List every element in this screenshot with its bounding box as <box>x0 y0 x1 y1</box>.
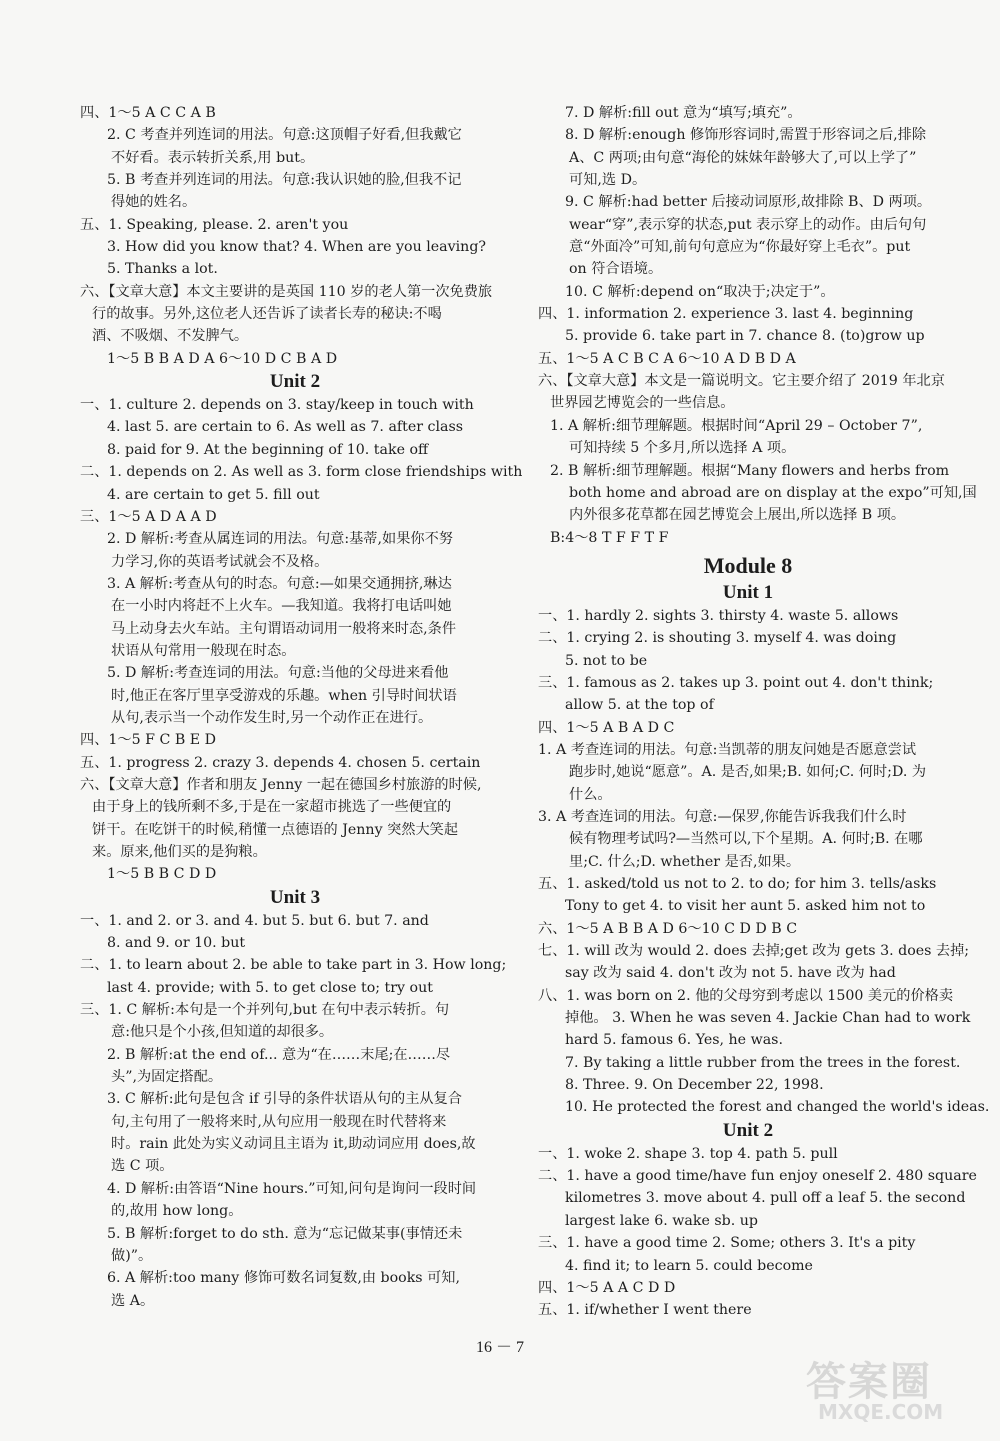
answer-line: 三、1. C 解析:本句是一个并列句,but 在句中表示转折。句 <box>80 1002 450 1019</box>
answer-line: 3. C 解析:此句是包含 if 引导的条件状语从句的主从复合 <box>107 1091 462 1108</box>
answer-line: 9. C 解析:had better 后接动词原形,故排除 B、D 两项。 <box>565 194 932 211</box>
answer-line: 什么。 <box>569 786 612 803</box>
answer-line: 2. B 解析:细节理解题。根据“Many flowers and herbs from <box>550 462 950 479</box>
answer-line: 七、1. will 改为 would 2. does 去掉;get 改为 gets 3. does 去掉; <box>538 943 970 960</box>
answer-line: 五、1～5 A C B C A 6～10 A D B D A <box>538 350 796 367</box>
answer-line: 做)”。 <box>111 1247 153 1264</box>
answer-line: 力学习,你的英语考试就会不及格。 <box>111 553 329 570</box>
answer-line: Tony to get 4. to visit her aunt 5. asked him not to <box>565 898 926 915</box>
answer-line: 由于身上的钱所剩不多,于是在一家超市挑选了一些便宜的 <box>92 799 452 816</box>
answer-line: 四、1. information 2. experience 3. last 4. beginning <box>538 306 914 323</box>
answer-line: last 4. provide; with 5. to get close to; try out <box>107 979 433 996</box>
answer-line: 2. C 考查并列连词的用法。句意:这顶帽子好看,但我戴它 <box>107 127 462 144</box>
answer-line: 4. D 解析:由答语“Nine hours.”可知,问句是询问一段时间 <box>107 1180 477 1197</box>
answer-line: 状语从句常用一般现在时态。 <box>111 642 296 659</box>
answer-line: 1～5 B B C D D <box>107 866 217 883</box>
answer-line: 一、1. hardly 2. sights 3. thirsty 4. waste 5. allows <box>538 607 899 624</box>
answer-line: 六、【文章大意】本文主要讲的是英国 110 岁的老人第一次免费旅 <box>80 283 493 300</box>
answer-line: 一、1. and 2. or 3. and 4. but 5. but 6. but 7. and <box>80 912 429 929</box>
answer-line: kilometres 3. move about 4. pull off a leaf 5. the second <box>565 1190 966 1207</box>
answer-line: 不好看。表示转折关系,用 but。 <box>111 149 315 166</box>
answer-line: 选 C 项。 <box>111 1158 174 1175</box>
answer-line: 10. He protected the forest and changed the world's ideas. <box>565 1099 990 1116</box>
answer-line: 八、1. was born on 2. 他的父母穷到考虑以 1500 美元的价格卖 <box>538 987 954 1004</box>
answer-line: 三、1～5 A D A A D <box>80 508 217 525</box>
answer-line: 5. B 解析:forget to do sth. 意为“忘记做某事(事情还未 <box>107 1225 463 1242</box>
answer-line: 句,主句用了一般将来时,从句应用一般现在时代替将来 <box>111 1113 447 1130</box>
answer-line: 头”,为固定搭配。 <box>111 1069 223 1086</box>
answer-line: 六、【文章大意】作者和朋友 Jenny 一起在德国乡村旅游的时候, <box>80 776 482 793</box>
answer-line: 5. not to be <box>565 652 648 669</box>
answer-line: 行的故事。另外,这位老人还告诉了读者长寿的秘诀:不喝 <box>92 306 442 323</box>
answer-line: 来。原来,他们买的是狗粮。 <box>92 844 267 860</box>
answer-line: 时。rain 此处为实义动词且主语为 it,助动词应用 does,故 <box>111 1136 476 1153</box>
answer-line: 4. are certain to get 5. fill out <box>107 486 320 503</box>
answer-line: A、C 两项;由句意“海伦的妹妹年龄够大了,可以上学了” <box>569 149 917 166</box>
answer-line: B:4～8 T F F T F <box>550 529 669 546</box>
answer-line: 可知,选 D。 <box>569 172 647 189</box>
answer-line: 可知持续 5 个多月,所以选择 A 项。 <box>569 440 796 457</box>
answer-line: 酒、不吸烟、不发脾气。 <box>92 328 249 345</box>
answer-line: 从句,表示当一个动作发生时,另一个动作正在进行。 <box>111 709 433 726</box>
answer-line: 内外很多花草都在园艺博览会上展出,所以选择 B 项。 <box>569 507 906 524</box>
answer-line: 三、1. famous as 2. takes up 3. point out 4. don't think; <box>538 674 934 691</box>
answer-line: largest lake 6. wake sb. up <box>565 1212 758 1229</box>
answer-line: 8. paid for 9. At the beginning of 10. take off <box>107 441 429 458</box>
answer-line: 的,故用 how long。 <box>111 1203 243 1220</box>
answer-line: 1～5 B B A D A 6～10 D C B A D <box>107 350 338 367</box>
answer-line: 得她的姓名。 <box>111 194 197 211</box>
answer-line: 8. D 解析:enough 修饰形容词时,需置于形容词之后,排除 <box>565 127 927 144</box>
answer-line: 四、1～5 A C C A B <box>80 105 216 121</box>
answer-line: 五、1. if/whether I went there <box>538 1302 752 1319</box>
answer-line: 二、1. crying 2. is shouting 3. myself 4. was doing <box>538 630 897 647</box>
answer-line: 四、1～5 F C B E D <box>80 732 217 749</box>
answer-line: 1. A 考查连词的用法。句意:当凯蒂的朋友问她是否愿意尝试 <box>538 741 917 758</box>
answer-line: 二、1. have a good time/have fun enjoy oneself 2. 480 square <box>538 1168 977 1185</box>
answer-line: say 改为 said 4. don't 改为 not 5. have 改为 had <box>565 965 896 982</box>
answer-line: 二、1. depends on 2. As well as 3. form close friendships with <box>80 464 523 481</box>
right-column <box>538 102 990 1322</box>
page-number: 16 － 7 <box>475 1339 524 1356</box>
answer-line: 五、1. Speaking, please. 2. aren't you <box>80 216 349 233</box>
answer-line: 4. find it; to learn 5. could become <box>565 1257 813 1274</box>
answer-line: 六、1～5 A B B A D 6～10 C D D B C <box>538 920 798 937</box>
answer-line: 一、1. woke 2. shape 3. top 4. path 5. pull <box>538 1145 838 1162</box>
answer-line: 马上动身去火车站。主句谓语动词用一般将来时态,条件 <box>111 620 457 637</box>
module-heading: Module 8 <box>703 552 793 578</box>
answer-line: 五、1. asked/told us not to 2. to do; for him 3. tells/asks <box>538 876 937 892</box>
answer-line: 意“外面冷”可知,前句句意应为“你最好穿上毛衣”。put <box>569 239 911 256</box>
answer-line: 里;C. 什么;D. whether 是否,如果。 <box>569 853 801 870</box>
answer-line: 六、【文章大意】本文是一篇说明文。它主要介绍了 2019 年北京 <box>538 373 945 390</box>
answer-line: 世界园艺博览会的一些信息。 <box>550 395 735 412</box>
answer-line: 7. By taking a little rubber from the trees in the forest. <box>565 1054 961 1071</box>
answer-line: 5. D 解析:考查连词的用法。句意:当他的父母进来看他 <box>107 665 449 682</box>
left-column <box>80 102 523 1312</box>
answer-line: 选 A。 <box>111 1292 155 1309</box>
answer-line: 8. and 9. or 10. but <box>107 935 246 952</box>
answer-line: 候有物理考试吗?—当然可以,下个星期。A. 何时;B. 在哪 <box>569 831 923 848</box>
unit-heading: Unit 2 <box>722 1119 774 1141</box>
answer-line: 2. B 解析:at the end of... 意为“在……末尾;在……尽 <box>107 1046 451 1063</box>
answer-line: on 符合语境。 <box>569 261 663 278</box>
watermark-logo <box>796 1350 966 1430</box>
answer-line: 5. B 考查并列连词的用法。句意:我认识她的脸,但我不记 <box>107 172 462 189</box>
unit-heading: Unit 1 <box>722 581 774 603</box>
answer-line: 四、1～5 A A C D D <box>538 1279 676 1296</box>
answer-line: 5. provide 6. take part in 7. chance 8. (to)grow up <box>565 328 925 345</box>
answer-line: 5. Thanks a lot. <box>107 261 218 278</box>
answer-line: allow 5. at the top of <box>565 697 714 714</box>
answer-line: 四、1～5 A B A D C <box>538 719 675 736</box>
answer-line: 3. A 解析:考查从句的时态。句意:—如果交通拥挤,琳达 <box>107 575 452 592</box>
answer-line: wear“穿”,表示穿的状态,put 表示穿上的动作。由后句句 <box>569 216 927 233</box>
answer-line: 时,他正在客厅里享受游戏的乐趣。when 引导时间状语 <box>111 687 457 704</box>
answer-line: 8. Three. 9. On December 22, 1998. <box>565 1077 824 1094</box>
answer-line: 掉他。 3. When he was seven 4. Jackie Chan had to work <box>565 1010 971 1027</box>
answer-line: 三、1. have a good time 2. Some; others 3. It's a pity <box>538 1235 916 1252</box>
answer-line: 2. D 解析:考查从属连词的用法。句意:基蒂,如果你不努 <box>107 531 453 548</box>
unit-heading: Unit 2 <box>269 371 321 393</box>
unit-heading: Unit 3 <box>269 886 321 908</box>
answer-line: 1. A 解析:细节理解题。根据时间“April 29 – October 7”, <box>550 417 923 434</box>
watermark-text: 答案圈 <box>806 1359 932 1405</box>
answer-line: 意:他只是个小孩,但知道的却很多。 <box>111 1024 334 1041</box>
answer-line: both home and abroad are on display at the expo”可知,国 <box>569 484 977 501</box>
answer-line: 跑步时,她说“愿意”。A. 是否,如果;B. 如何;C. 何时;D. 为 <box>569 764 927 781</box>
answer-line: 饼干。在吃饼干的时候,稍懂一点德语的 Jenny 突然大笑起 <box>92 821 459 838</box>
answer-line: 五、1. progress 2. crazy 3. depends 4. chosen 5. certain <box>80 754 481 771</box>
answer-line: 一、1. culture 2. depends on 3. stay/keep in touch with <box>80 397 474 414</box>
answer-line: 6. A 解析:too many 修饰可数名词复数,由 books 可知, <box>107 1270 460 1287</box>
answer-line: 3. How did you know that? 4. When are you leaving? <box>107 239 487 256</box>
answer-line: 在一小时内将赶不上火车。—我知道。我将打电话叫她 <box>111 598 452 615</box>
answer-line: 二、1. to learn about 2. be able to take part in 3. How long; <box>80 957 507 974</box>
answer-line: 3. A 考查连词的用法。句意:—保罗,你能告诉我我们什么时 <box>538 808 907 825</box>
answer-line: 4. last 5. are certain to 6. As well as 7. after class <box>107 419 464 436</box>
answer-line: 7. D 解析:fill out 意为“填写;填充”。 <box>565 105 802 121</box>
answer-line: hard 5. famous 6. Yes, he was. <box>565 1032 783 1049</box>
answer-line: 10. C 解析:depend on“取决于;决定于”。 <box>565 283 835 300</box>
watermark-url: MXQE.COM <box>818 1400 944 1424</box>
